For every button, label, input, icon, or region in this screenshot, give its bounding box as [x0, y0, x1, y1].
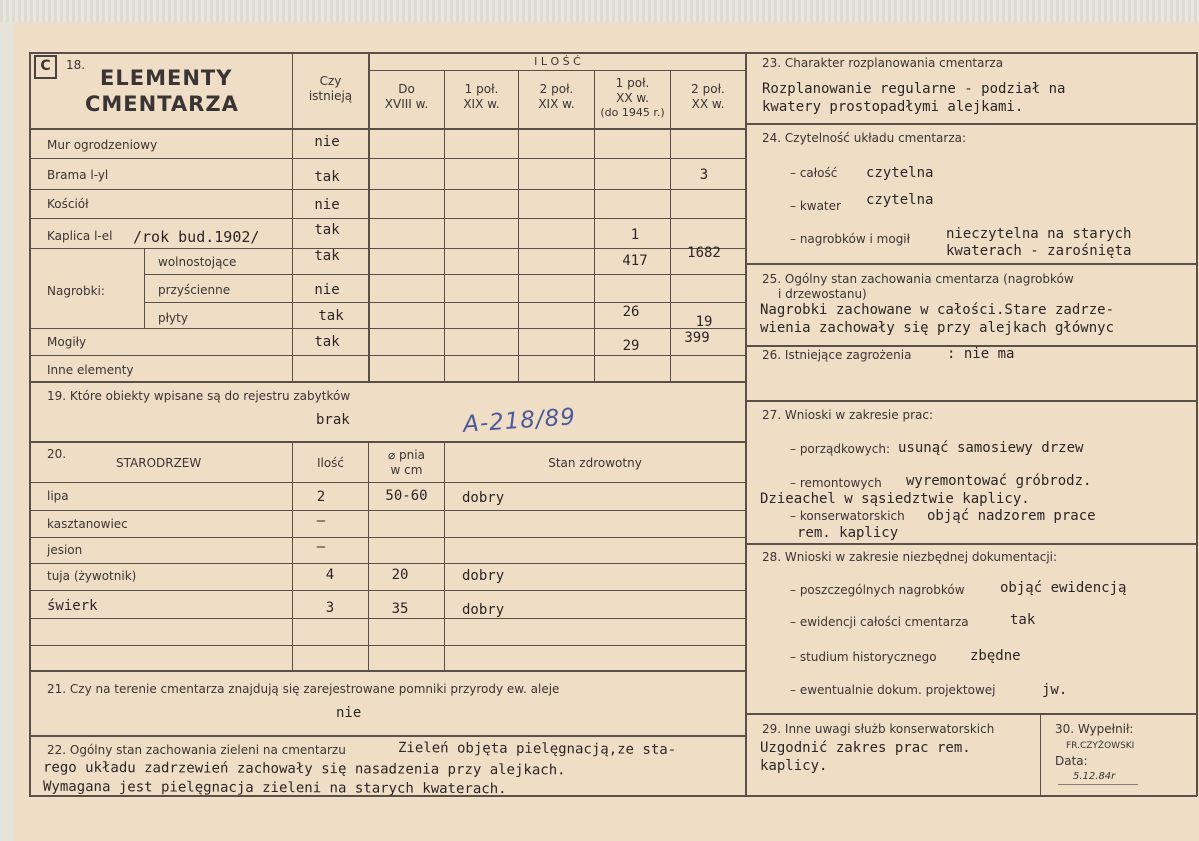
section-title-line1: ELEMENTY — [100, 66, 233, 90]
row-mogily-h1-20: 29 — [622, 338, 640, 354]
row-wolno-h2-20: 1682 — [687, 245, 721, 261]
section-25-line2: wienia zachowały się przy alejkach głównyc — [760, 320, 1115, 336]
row-wolno-exists: tak — [314, 248, 340, 264]
col-h1-20-line1: 1 poł. — [615, 76, 650, 90]
kwater-label: – kwater — [790, 199, 841, 213]
date-value: 5.12.84r — [1073, 771, 1116, 782]
konserwatorskie-value-line2: rem. kaplicy — [797, 525, 899, 541]
tree-health: dobry — [462, 490, 505, 506]
tree-name: tuja (żywotnik) — [47, 569, 137, 583]
row-wolno-h1-20: 417 — [622, 253, 648, 269]
nagrobkow-value-line1: nieczytelna na starych — [946, 226, 1132, 242]
remontowe-value-line2: Dzieachel w sąsiedztwie kaplicy. — [760, 491, 1030, 507]
tree-name: kasztanowiec — [47, 517, 128, 531]
section-22-line2: rego układu zadrzewień zachowały się nasadzenia przy alejkach. — [42, 759, 566, 779]
section-23-line2: kwatery prostopadłymi alejkami. — [762, 99, 1024, 115]
doc-item-label: – ewidencji całości cmentarza — [790, 615, 969, 629]
row-nagrobki-label: Nagrobki: — [47, 284, 105, 298]
section-26-value: : nie ma — [947, 346, 1015, 362]
col-pre18-line2: XVIII w. — [384, 97, 429, 111]
row-inne-label: Inne elementy — [47, 363, 134, 377]
section-23-line1: Rozplanowanie regularne - podział na — [762, 81, 1066, 97]
doc-item-label: – poszczególnych nagrobków — [790, 583, 965, 597]
section-21-value: nie — [336, 705, 362, 721]
section-22-line1: Zieleń objęta pielęgnacją,ze sta- — [397, 740, 677, 758]
box-letter: C — [40, 58, 51, 74]
section-20-number: 20. — [47, 447, 67, 461]
porzadkowe-value: usunąć samosiewy drzew — [898, 440, 1084, 456]
tree-name: lipa — [47, 489, 69, 503]
row-wolno-label: wolnostojące — [158, 255, 237, 269]
registry-number-handwritten: A-218/89 — [462, 404, 577, 438]
col-ilosc: Ilość — [316, 456, 345, 470]
tree-trunk: 20 — [391, 567, 409, 583]
nagrobkow-value-line2: kwaterach - zarośnięta — [946, 243, 1132, 259]
section-21-label: 21. Czy na terenie cmentarza znajdują się zarejestrowane pomniki przyrody ew. aleje — [47, 682, 560, 696]
doc-item-value: objąć ewidencją — [1000, 580, 1127, 596]
col-h2-20-line1: 2 poł. — [691, 82, 725, 96]
tree-health: dobry — [462, 602, 505, 618]
col-h1-20-line2: XX w. — [616, 91, 649, 105]
scanner-edge — [0, 0, 1199, 22]
section-29-label: 29. Inne uwagi służb konserwatorskich — [762, 722, 995, 736]
calosc-label: – całość — [790, 166, 838, 180]
section-23-label: 23. Charakter rozplanowania cmentarza — [762, 56, 1004, 70]
section-30-label: 30. Wypełnił: — [1055, 722, 1134, 736]
col-h1-20-line3: (do 1945 r.) — [600, 106, 665, 119]
row-kaplica-exists: tak — [314, 222, 340, 238]
section-20-title: STARODRZEW — [116, 456, 202, 470]
porzadkowe-label: – porządkowych: — [790, 442, 891, 456]
row-mur-exists: nie — [314, 134, 340, 150]
row-mur-label: Mur ogrodzeniowy — [47, 138, 158, 152]
col-h2-19-line2: XIX w. — [538, 97, 575, 111]
row-plyty-h2-20: 19 — [695, 314, 713, 330]
section-28-label: 28. Wnioski w zakresie niezbędnej dokumentacji: — [762, 550, 1058, 564]
row-kaplica-h1-20: 1 — [630, 227, 640, 243]
col-h2-20-line2: XX w. — [691, 97, 725, 111]
ilosc-header: I L O Ś Ć — [534, 55, 581, 68]
konserwatorskie-value-line1: objąć nadzorem prace — [927, 508, 1096, 524]
row-mogily-h2-20: 399 — [684, 330, 710, 346]
row-mogily-label: Mogiły — [47, 335, 87, 349]
col-pnia-line2: w cm — [390, 463, 423, 477]
section-29-line1: Uzgodnić zakres prac rem. — [760, 740, 971, 756]
row-przysc-exists: nie — [314, 282, 340, 298]
remontowe-value-line1: wyremontować gróbrodz. — [906, 473, 1092, 489]
tree-count: – — [316, 539, 326, 555]
section-19-value: brak — [316, 412, 350, 428]
nagrobkow-label: – nagrobków i mogił — [790, 232, 911, 246]
col-pre18-line1: Do — [398, 82, 415, 96]
section-26-label: 26. Istniejące zagrożenia — [762, 348, 912, 362]
tree-count: 2 — [316, 489, 326, 505]
section-25-label-line1: 25. Ogólny stan zachowania cmentarza (nagrobków — [762, 272, 1074, 286]
section-25-label-line2: i drzewostanu) — [778, 287, 867, 301]
box-letter-frame — [34, 55, 57, 79]
section-title-line2: CMENTARZA — [85, 92, 239, 116]
col-stan: Stan zdrowotny — [548, 456, 642, 470]
col-h1-19-line1: 1 poł. — [464, 82, 499, 96]
doc-item-label: – ewentualnie dokum. projektowej — [790, 683, 996, 697]
calosc-value: czytelna — [866, 165, 934, 181]
col-h2-19-line1: 2 poł. — [539, 82, 574, 96]
col-exists-line1: Czy — [319, 74, 342, 88]
konserwatorskie-label: – konserwatorskich — [790, 509, 905, 523]
col-h1-19-line2: XIX w. — [463, 97, 500, 111]
tree-health: dobry — [462, 568, 505, 584]
doc-item-value: jw. — [1042, 682, 1068, 698]
row-brama-label: Brama l-yl — [47, 168, 109, 182]
date-underline — [1058, 784, 1138, 785]
row-przysc-label: przyścienne — [158, 283, 231, 297]
row-kosciol-exists: nie — [314, 197, 340, 213]
section-22-line3: Wymagana jest pielęgnacja zieleni na starych kwaterach. — [42, 778, 507, 798]
tree-name: jesion — [47, 543, 83, 557]
row-kaplica-note: /rok bud.1902/ — [133, 228, 260, 246]
col-exists-line2: istnieją — [308, 89, 353, 103]
row-plyty-exists: tak — [318, 308, 344, 324]
col-pnia-line1: ⌀ pnia — [388, 448, 425, 462]
row-plyty-h1-20: 26 — [622, 304, 640, 320]
doc-item-label: – studium historycznego — [790, 650, 937, 664]
section-24-label: 24. Czytelność układu cmentarza: — [762, 131, 967, 145]
section-27-label: 27. Wnioski w zakresie prac: — [762, 408, 934, 422]
section-22-label: 22. Ogólny stan zachowania zieleni na cmentarzu — [47, 743, 346, 757]
record-card — [14, 22, 1199, 841]
doc-item-value: zbędne — [970, 648, 1021, 664]
row-mogily-exists: tak — [314, 334, 340, 350]
date-label: Data: — [1055, 754, 1088, 768]
row-brama-h2-20: 3 — [699, 167, 709, 183]
doc-item-value: tak — [1010, 612, 1036, 628]
row-plyty-label: płyty — [158, 311, 188, 325]
section-number: 18. — [66, 58, 86, 72]
section-29-line2: kaplicy. — [760, 758, 828, 774]
remontowe-label: – remontowych — [790, 476, 882, 490]
section-19-label: 19. Które obiekty wpisane są do rejestru zabytków — [47, 389, 351, 403]
row-kosciol-label: Kościół — [47, 197, 89, 211]
tree-count: 3 — [325, 600, 335, 616]
tree-count: – — [316, 513, 326, 529]
kwater-value: czytelna — [866, 192, 934, 208]
tree-count: 4 — [325, 567, 335, 583]
tree-name: świerk — [47, 598, 98, 614]
row-kaplica-label: Kaplica l-el — [47, 229, 113, 243]
section-25-line1: Nagrobki zachowane w całości.Stare zadrze- — [760, 302, 1115, 318]
row-brama-exists: tak — [314, 169, 340, 185]
tree-trunk: 35 — [391, 601, 409, 617]
tree-trunk: 50-60 — [385, 488, 428, 504]
filled-by-name: FR.CZYŻOWSKI — [1066, 741, 1135, 751]
